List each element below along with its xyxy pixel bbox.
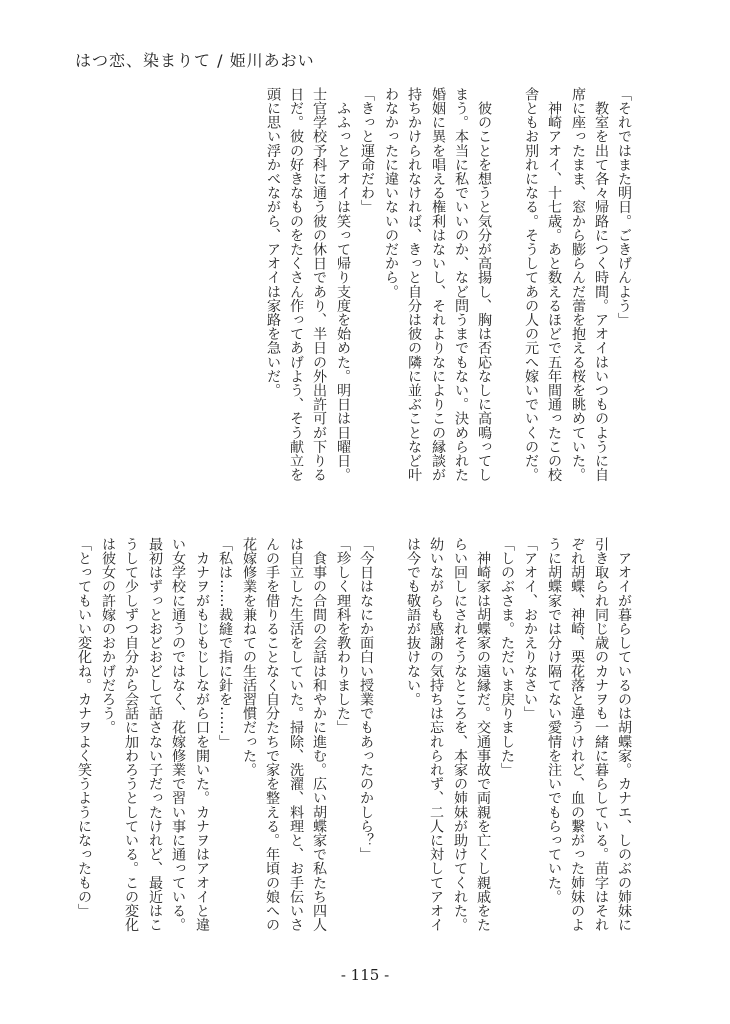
text-column: 日だ。彼の好きなものをたくさん作ってあげよう、そう献立を	[288, 87, 305, 482]
text-column: 花嫁修業を兼ねての生活習慣だった。	[241, 537, 258, 777]
text-column: うに胡蝶家では分け隔てない愛情を注いでもらっていた。	[546, 537, 563, 904]
text-column: 「とってもいい変化ね。カナヲよく笑うようになったもの」	[76, 537, 93, 918]
text-column: アオイが暮らしているのは胡蝶家。カナエ、しのぶの姉妹に	[616, 537, 633, 932]
text-column: ふふっとアオイは笑って帰り支度を始めた。明日は日曜日。	[335, 87, 352, 482]
text-column: 「しのぶさま。ただいま戻りました」	[499, 537, 516, 777]
text-column: んの手を借りることなく自分たちで家を整える。年頃の娘への	[264, 537, 281, 932]
text-column: 士官学校予科に通う彼の休日であり、半日の外出許可が下りる	[311, 87, 328, 482]
text-column: 幼いながらも感謝の気持ちは忘れられず、二人に対してアオイ	[428, 537, 445, 932]
text-column: ぞれ胡蝶、神崎、栗花落と違うけれど、血の繋がった姉妹のよ	[569, 537, 586, 932]
text-column: 「アオイ、おかえりなさい」	[522, 537, 539, 721]
text-column: 教室を出て各々帰路につく時間。アオイはいつものように自	[593, 87, 610, 482]
text-column: 引き取られ同じ歳のカナヲも一緒に暮らしている。苗字はそれ	[593, 537, 610, 932]
text-column: は彼女の許嫁のおかげだろう。	[100, 537, 117, 735]
text-column: らい回しにされそうなところを、本家の姉妹が助けてくれた。	[452, 537, 469, 932]
text-column: 持ちかけられなければ、きっと自分は彼の隣に並ぶことなど叶	[406, 87, 423, 482]
text-column: 「珍しく理科を教わりました」	[335, 537, 352, 735]
text-column: 「私は……裁縫で指に針を……」	[217, 537, 234, 749]
text-column: 舎ともお別れになる。そうしてあの人の元へ嫁いでいくのだ。	[523, 87, 540, 482]
text-column: 彼のことを想うと気分が高揚し、胸は否応なしに高鳴ってし	[476, 87, 493, 482]
text-column: わなかったに違いないのだから。	[383, 87, 400, 299]
text-column: うして少しずつ自分から会話に加わろうとしている。この変化	[123, 537, 140, 932]
text-column: い女学校に通うのではなく、花嫁修業で習い事に通っている。	[170, 537, 187, 932]
text-column: カナヲがもじもじしながら口を開いた。カナヲはアオイと違	[194, 537, 211, 932]
text-column: は自立した生活をしていた。掃除、洗濯、料理と、お手伝いさ	[288, 537, 305, 932]
text-column: 「それではまた明日。ごきげんよう」	[616, 87, 633, 327]
text-column: 最初はずっとおどおどして話さない子だったけれど、最近はこ	[147, 537, 164, 932]
text-column: 「今日はなにか面白い授業でもあったのかしら？」	[358, 537, 375, 862]
text-column: 婚姻に異を唱える権利はないし、それよりなによりこの縁談が	[430, 87, 447, 482]
text-column: 食事の合間の会話は和やかに進む。広い胡蝶家で私たち四人	[311, 537, 328, 932]
text-column: 頭に思い浮かべながら、アオイは家路を急いだ。	[265, 87, 282, 398]
page-number: - 115 -	[340, 966, 390, 984]
text-column: 席に座ったまま、窓から膨らんだ蕾を抱える桜を眺めていた。	[570, 87, 587, 482]
text-column: 「きっと運命だわ」	[359, 87, 376, 214]
text-column: 神崎家は胡蝶家の遠縁だ。交通事故で両親を亡くし親戚をた	[475, 537, 492, 932]
top-text-block	[0, 87, 730, 487]
text-column: まう。本当に私でいいのか、など問うまでもない。決められた	[453, 87, 470, 482]
text-column: は今でも敬語が抜けない。	[405, 537, 422, 707]
bottom-text-block	[0, 537, 730, 937]
running-header: はつ恋、染まりて / 姫川あおい	[75, 51, 315, 70]
text-column: 神崎アオイ、十七歳。あと数えるほどで五年間通ったこの校	[546, 87, 563, 482]
